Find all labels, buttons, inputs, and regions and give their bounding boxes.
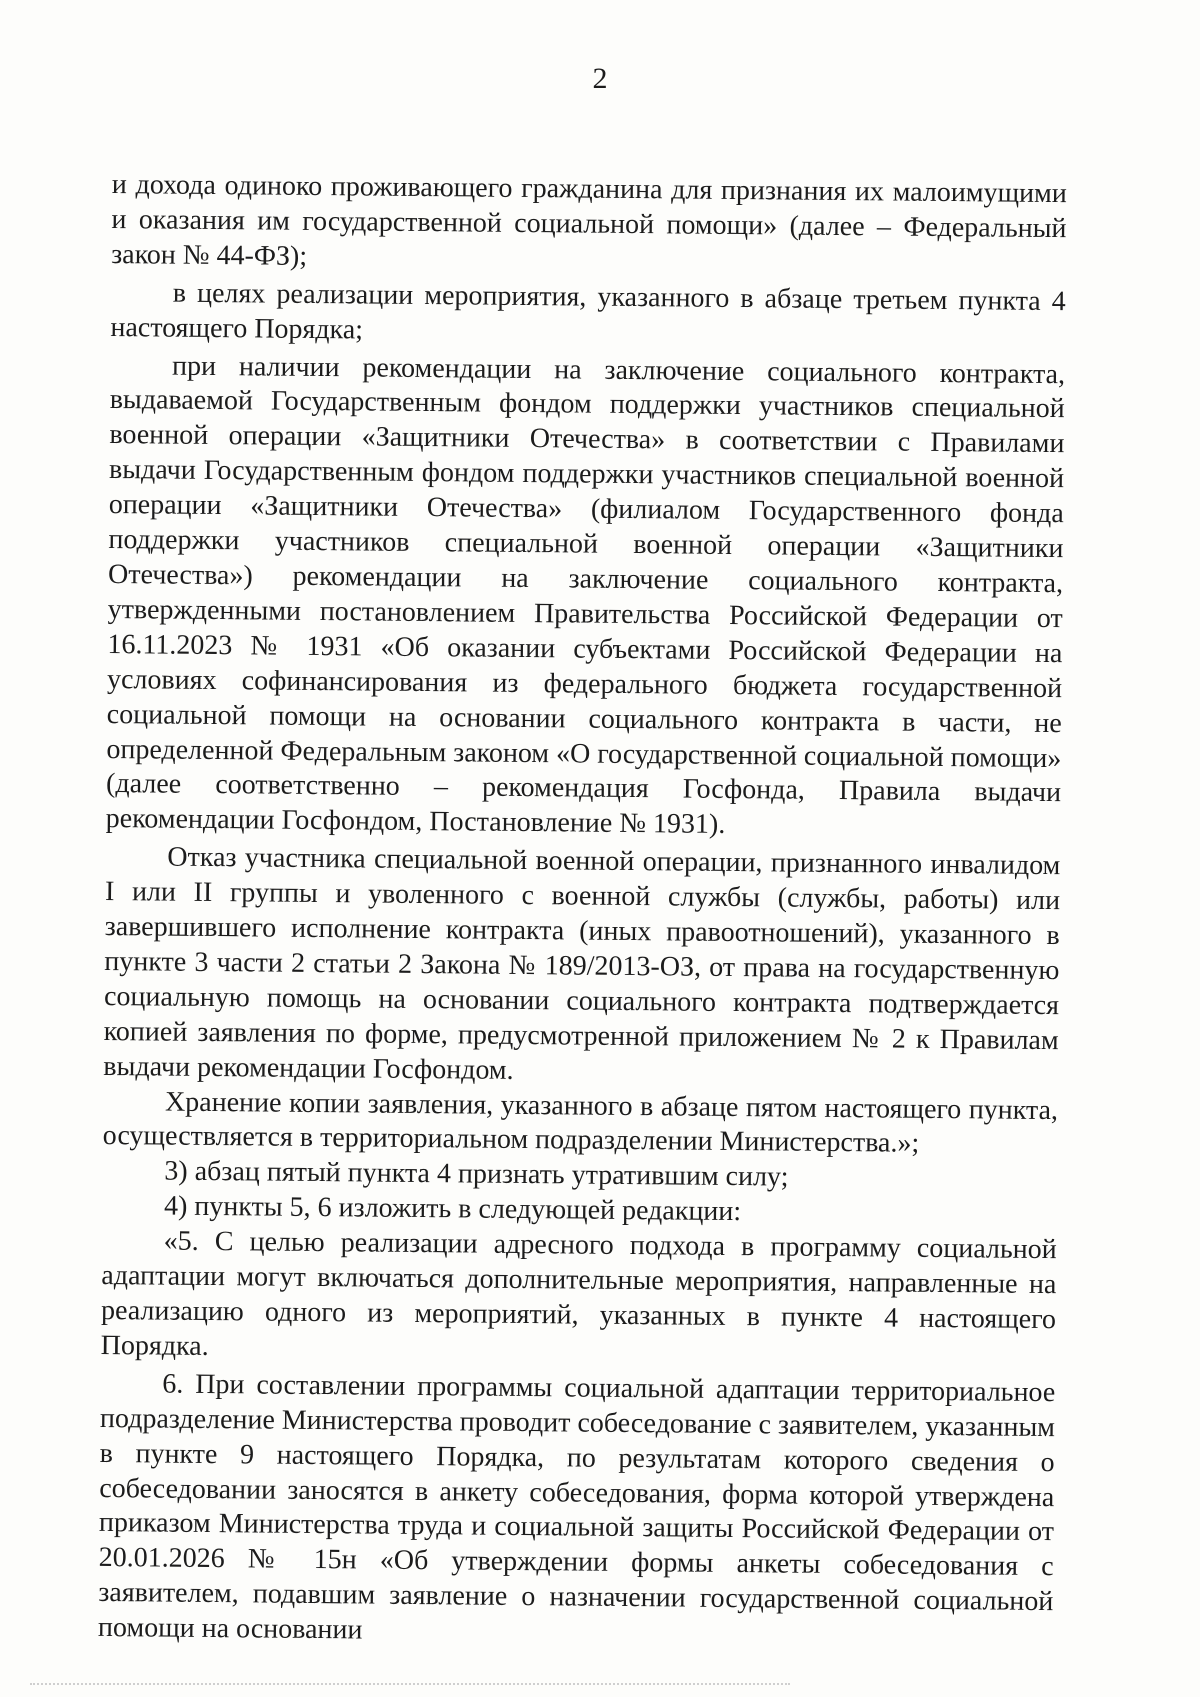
paragraph-6: 3) абзац пятый пункта 4 признать утратившим силу; <box>164 1155 789 1193</box>
paragraph-1: и дохода одиноко проживающего гражданина для признания их малоимущими и оказания им государственной социальной помощи» (далее – Федеральный закон № 44-ФЗ); <box>111 168 1067 272</box>
paragraph-3: при наличии рекомендации на заключение социального контракта, выдаваемой Государственным фондом поддержки участников специальной военной операции «Защитники Отечества» в соответствии с Правилами выдачи Государственным фондом поддержки участников специальной военной операции «Защитники Отечества» (филиалом Государственного фонда поддержки участников специальной военной операции «Защитники Отечества») рекомендации на заключение социального контракта, утвержденными постановлением Правительства Российской Федерации от 16.11.2023 № 1931 «Об оказании субъектами Российской Федерации на условиях софинансирования из федерального бюджета государственной социальной помощи на основании социального контракта в части, не определенной Федеральным законом «О государственной социальной помощи» (далее соответственно – рекомендация Госфонда, Правила выдачи рекомендации Госфондом, Постановление № 1931). <box>105 350 1066 841</box>
document-body <box>98 168 1067 1655</box>
paragraph-2: в целях реализации мероприятия, указанного в абзаце третьем пункта 4 настоящего Порядка; <box>110 277 1066 346</box>
paragraph-8: «5. С целью реализации адресного подхода в программу социальной адаптации могут включаться дополнительные мероприятия, направленные на реализацию одного из мероприятий, указанных в пункте 4 настоящего Порядка. <box>100 1225 1057 1362</box>
paragraph-5: Хранение копии заявления, указанного в абзаце пятом настоящего пункта, осуществляется в территориальном подразделении Министерства.»; <box>102 1086 1059 1160</box>
paragraph-9: 6. При составлении программы социальной адаптации территориальное подразделение Министерства проводит собеседование с заявителем, указанным в пункте 9 настоящего Порядка, по результатам которого сведения о собеседовании заносятся в анкету собеседования, форма которой утверждена приказом Министерства труда и социальной защиты Российской Федерации от 20.01.2026 № 15н «Об утверждении формы анкеты собеседования с заявителем, подавшим заявление о назначении государственной социальной помощи на основании <box>97 1368 1056 1646</box>
paragraph-7: 4) пункты 5, 6 изложить в следующей редакции: <box>163 1190 742 1228</box>
page-number: 2 <box>592 62 608 95</box>
paragraph-4: Отказ участника специальной военной операции, признанного инвалидом I или II группы и уволенного с военной службы (службы, работы) или завершившего исполнение контракта (иных правоотношений), указанного в пункте 3 части 2 статьи 2 Закона № 189/2013-ОЗ, от права на государственную социальную помощь на основании социального контракта подтверждается копией заявления по форме, предусмотренной приложением № 2 к Правилам выдачи рекомендации Госфондом. <box>103 841 1061 1086</box>
scan-artifact-line <box>30 1683 790 1685</box>
